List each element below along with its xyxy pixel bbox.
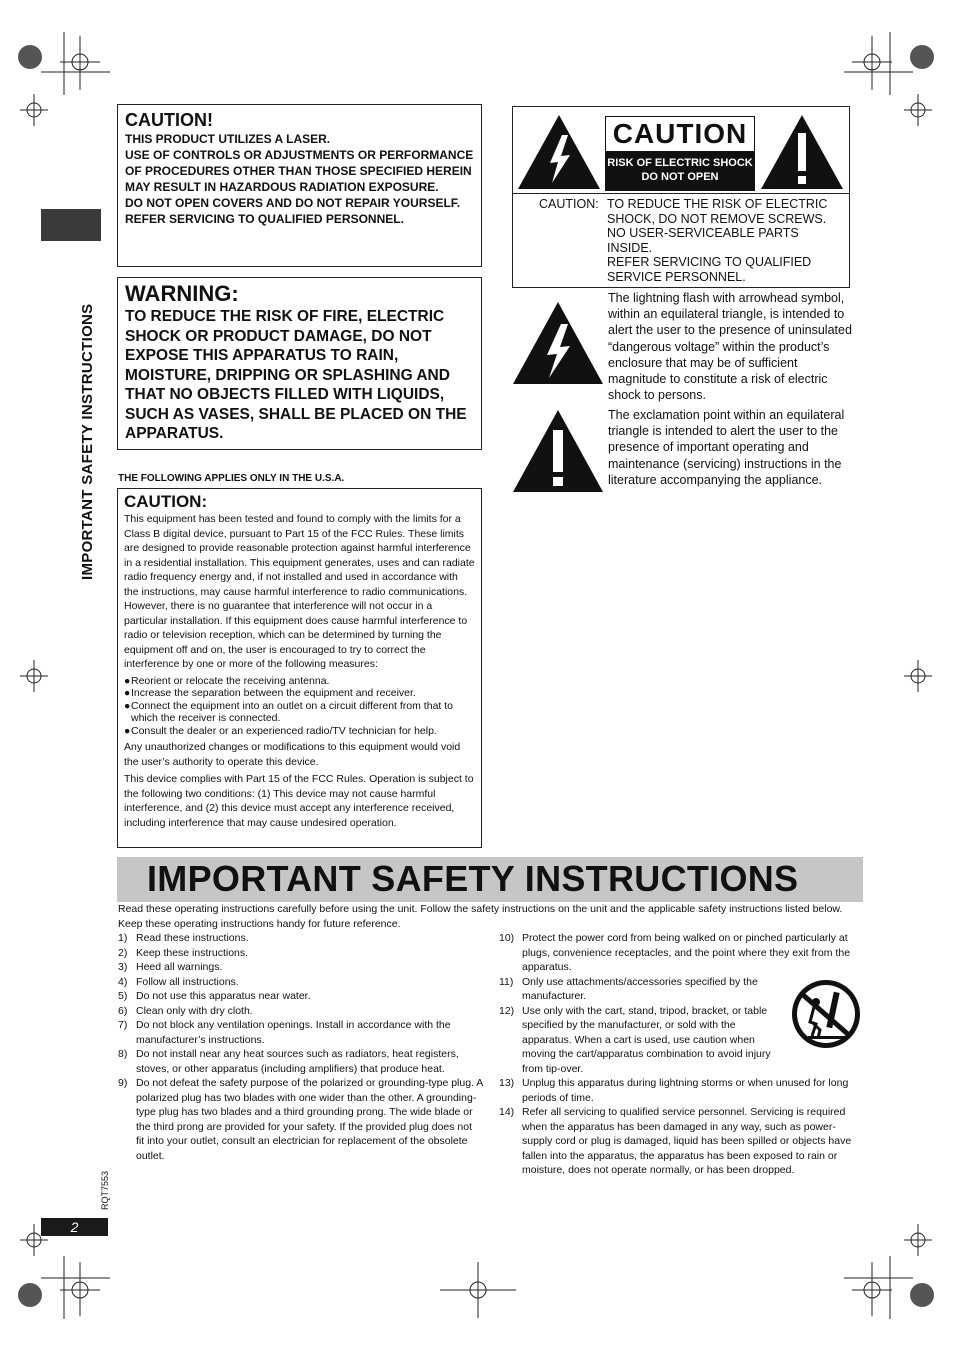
side-label: IMPORTANT SAFETY INSTRUCTIONS: [79, 303, 96, 580]
lightning-description: The lightning flash with arrowhead symbol, within an equilateral triangle, is intended to alert the user to the presence of uninsulated “dangerous voltage” within the product’s enclosure that may be of sufficient magnitude to constitute a risk of electric shock to persons.: [608, 291, 852, 403]
list-item: 3) Heed all warnings.: [118, 961, 223, 973]
fcc-para2: Any unauthorized changes or modifications to this equipment would void the user’s authority to operate this device.: [124, 741, 461, 768]
caution-sign-sub1: RISK OF ELECTRIC SHOCK: [607, 157, 753, 169]
list-item: 14) Refer all servicing to qualified service personnel. Servicing is required when the apparatus has been damaged in any way, such as power-supply cord or plug is damaged, liquid has been spilled or objects have fallen into the apparatus, the apparatus has been exposed to rain or moisture, does not operate normally, or has been dropped.: [499, 1106, 852, 1176]
list-item: 13) Unplug this apparatus during lightning storms or when unused for long periods of time.: [499, 1077, 849, 1104]
fcc-bullet: ● Consult the dealer or an experienced radio/TV technician for help.: [124, 724, 437, 737]
laser-caution-box: [117, 104, 482, 267]
laser-caution-line: USE OF CONTROLS OR ADJUSTMENTS OR PERFORMANCE OF PROCEDURES OTHER THAN THOSE SPECIFIED HEREIN MAY RESULT IN HAZARDOUS RADIATION EXPOSURE.: [125, 148, 474, 194]
list-item: 9) Do not defeat the safety purpose of the polarized or grounding-type plug. A polarized plug has two blades with one wider than the other. A grounding-type plug has two blades and a third grounding prong. The wide blade or the third prong are provided for your safety. If the provided plug does not fit into your outlet, consult an electrician for replacement of the obsolete outlet.: [118, 1077, 483, 1162]
main-title: IMPORTANT SAFETY INSTRUCTIONS: [147, 858, 799, 899]
list-item: 10) Protect the power cord from being walked on or pinched particularly at plugs, convenience receptacles, and the point where they exit from the apparatus.: [499, 932, 851, 973]
fcc-intro: This equipment has been tested and found to comply with the limits for a Class B digital device, pursuant to Part 15 of the FCC Rules. These limits are designed to provide reasonable protection against harmful interference in a residential installation. This equipment generates, uses and can radiate radio frequency energy and, if not installed and used in accordance with the instructions, may cause harmful interference to radio communications. However, there is no guarantee that interference will not occur in a particular installation. If this equipment does cause harmful interference to radio or television reception, which can be determined by turning the equipment off and on, the user is encouraged to try to correct the interference by one or more of the following measures:: [124, 513, 475, 670]
exclamation-warning-icon: [759, 113, 845, 191]
right-instruction-list: [499, 931, 863, 1178]
fcc-bullet: ● Connect the equipment into an outlet on a circuit different from that to which the receiver is connected.: [124, 699, 453, 724]
left-instruction-list: [118, 931, 483, 1163]
fcc-caution-title: CAUTION:: [124, 492, 208, 511]
warning-box: [117, 277, 482, 450]
usa-note: THE FOLLOWING APPLIES ONLY IN THE U.S.A.: [118, 473, 345, 484]
list-item: 7) Do not block any ventilation openings. Install in accordance with the manufacturer’s instructions.: [118, 1019, 451, 1046]
side-tab: [41, 209, 101, 241]
fcc-bullet: ● Increase the separation between the equipment and receiver.: [124, 687, 416, 699]
caution-sign: [605, 116, 755, 191]
fcc-bullet: ● Reorient or relocate the receiving antenna.: [124, 674, 330, 687]
exclamation-symbol-icon: [511, 408, 605, 494]
warning-title: WARNING:: [125, 281, 239, 306]
laser-caution-line: THIS PRODUCT UTILIZES A LASER.: [125, 132, 331, 146]
fcc-para3: This device complies with Part 15 of the FCC Rules. Operation is subject to the following two conditions: (1) This device may not cause harmful interference, and (2) this device must accept any interference received, including interference that may cause undesired operation.: [124, 773, 474, 829]
intro-text: Read these operating instructions carefully before using the unit. Follow the safety instructions on the unit and the applicable safety instructions listed below. Keep these operating instructions handy for future reference.: [118, 903, 843, 930]
lightning-symbol-icon: [511, 300, 605, 386]
list-item: 4) Follow all instructions.: [118, 975, 239, 988]
list-item: 1) Read these instructions.: [118, 932, 249, 944]
main-title-bar: [117, 857, 863, 902]
list-item: 8) Do not install near any heat sources such as radiators, heat registers, stoves, or other apparatus (including amplifiers) that produce heat.: [118, 1048, 459, 1075]
caution-label-text2: REFER SERVICING TO QUALIFIED SERVICE PERSONNEL.: [607, 255, 812, 284]
list-item: 2) Keep these instructions.: [118, 946, 249, 959]
page-number: 2: [41, 1218, 108, 1236]
warning-text: TO REDUCE THE RISK OF FIRE, ELECTRIC SHOCK OR PRODUCT DAMAGE, DO NOT EXPOSE THIS APPARATUS TO RAIN, MOISTURE, DRIPPING OR SPLASHING AND THAT NO OBJECTS FILLED WITH LIQUIDS, SUCH AS VASES, SHALL BE PLACED ON THE APPARATUS.: [125, 308, 467, 442]
caution-sign-sub2: DO NOT OPEN: [641, 171, 719, 183]
caution-label-text1: TO REDUCE THE RISK OF ELECTRIC SHOCK, DO NOT REMOVE SCREWS. NO USER-SERVICEABLE PARTS INSIDE.: [607, 197, 828, 255]
cart-tipover-warning-icon: [790, 978, 862, 1050]
fcc-caution-box: [117, 488, 482, 848]
caution-label-prefix: CAUTION:: [539, 197, 599, 211]
list-item: 5) Do not use this apparatus near water.: [118, 990, 311, 1002]
laser-caution-title: CAUTION!: [125, 110, 213, 130]
lightning-warning-icon: [516, 113, 602, 191]
exclamation-description: The exclamation point within an equilateral triangle is intended to alert the user to the presence of important operating and maintenance (servicing) instructions in the literature accompanying the appliance.: [608, 408, 845, 487]
caution-sign-title: CAUTION: [612, 118, 748, 149]
document-code: RQT7553: [100, 1170, 110, 1210]
laser-caution-line: DO NOT OPEN COVERS AND DO NOT REPAIR YOURSELF. REFER SERVICING TO QUALIFIED PERSONNEL.: [125, 196, 461, 226]
caution-label: [512, 106, 850, 288]
list-item: 11) Only use attachments/accessories specified by the manufacturer.: [499, 975, 758, 1002]
list-item: 6) Clean only with dry cloth.: [118, 1004, 253, 1017]
list-item: 12) Use only with the cart, stand, tripod, bracket, or table specified by the manufacturer, or sold with the apparatus. When a cart is used, use caution when moving the cart/apparatus combination to avoid injury from tip-over.: [499, 1004, 771, 1075]
